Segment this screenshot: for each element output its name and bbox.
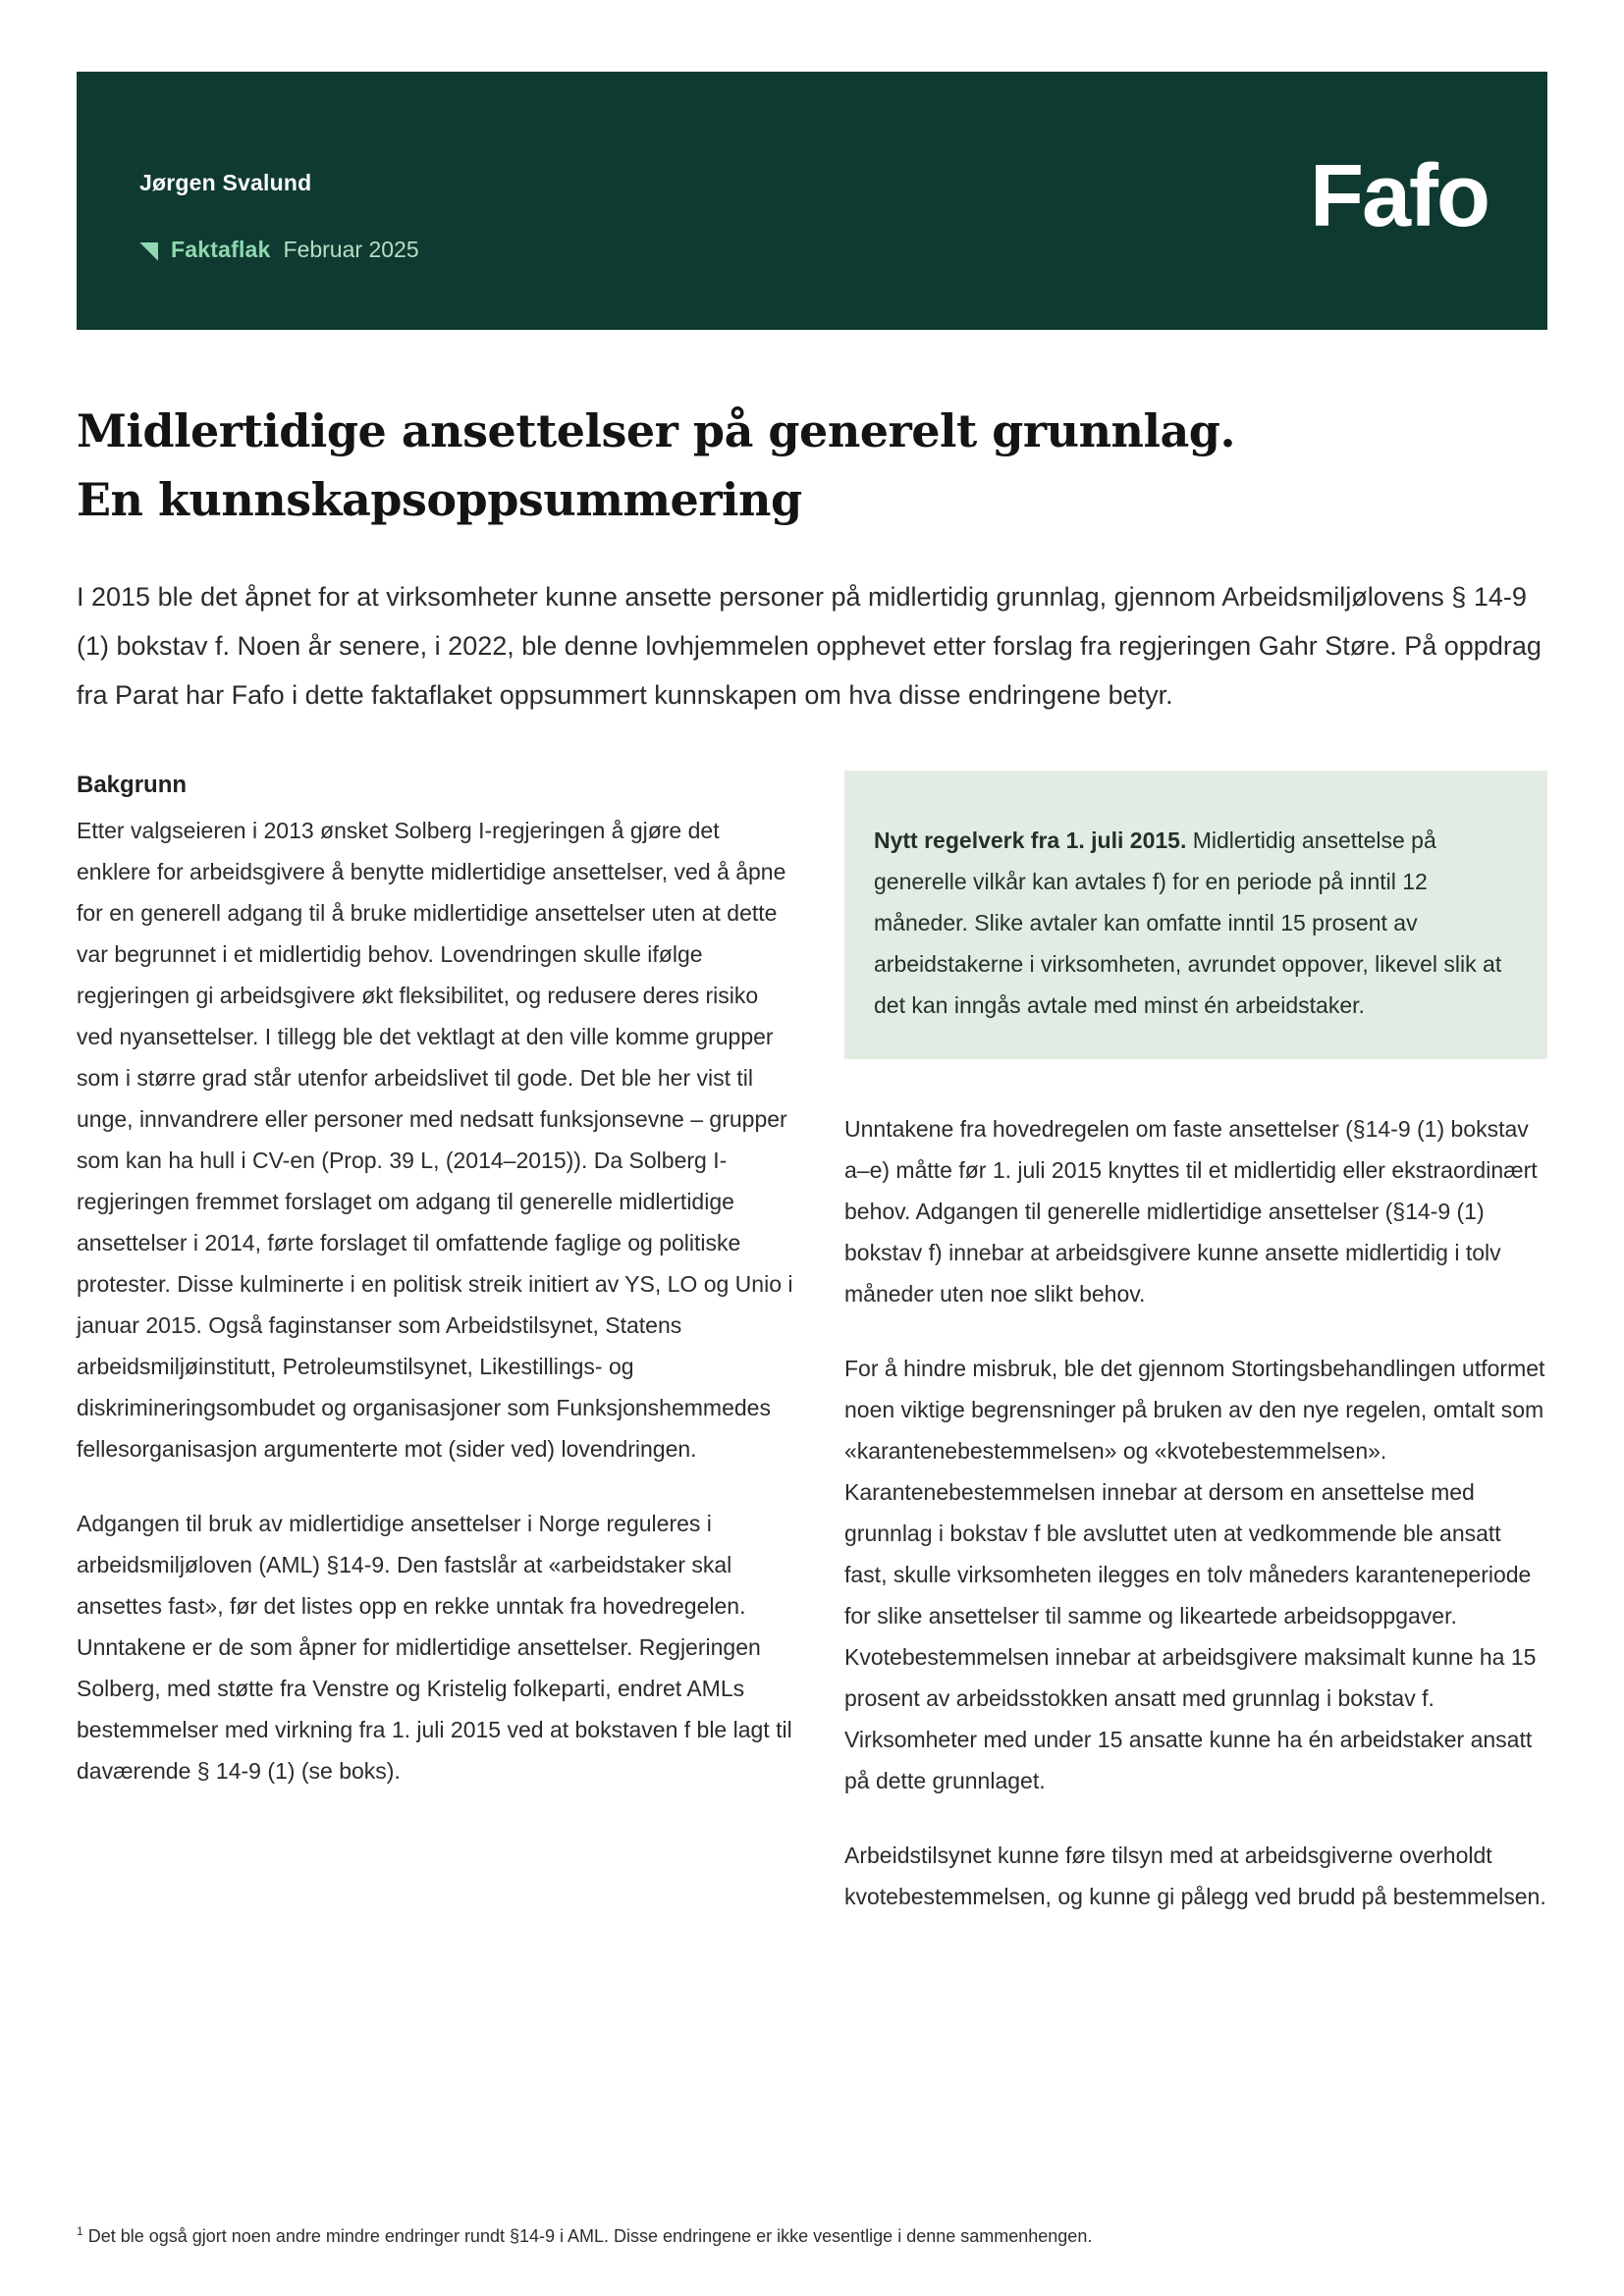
body-paragraph: For å hindre misbruk, ble det gjennom Stortingsbehandlingen utformet noen viktige begrensninger på bruken av den nye regelen, omtalt som «karantenebestemmelsen» og «kvotebestemmelsen». Karantenebestemmelsen innebar at dersom en ansettelse med grunnlag i bokstav f ble avsluttet uten at vedkommende ble ansatt fast, skulle virksomheten ilegges en tolv måneders karanteneperiode for slike ansettelser til samme og likeartede arbeidsoppgaver. Kvotebestemmelsen innebar at arbeidsgivere maksimalt kunne ha 15 prosent av arbeidsstokken ansatt med grunnlag i bokstav f. Virksomheter med under 15 ansatte kunne ha én arbeidstaker ansatt på dette grunnlaget. (844, 1355, 1545, 1793)
footnote-text: Det ble også gjort noen andre mindre endringer rundt §14-9 i AML. Disse endringene er ikke vesentlige i denne sammenhengen. (87, 2226, 1093, 2246)
two-column-layout (77, 771, 1547, 1950)
fact-box-paragraph (874, 820, 1514, 1026)
body-paragraph: Adgangen til bruk av midlertidige ansettelser i Norge reguleres i arbeidsmiljøloven (AML) §14-9. Den fastslår at «arbeidstaker skal ansettes fast», før det listes opp en rekke unntak fra hovedregelen. Unntakene er de som åpner for midlertidige ansettelser. Regjeringen Solberg, med støtte fra Venstre og Kristelig folkeparti, endret AMLs bestemmelser med virkning fra 1. juli 2015 ved at bokstaven f ble lagt til daværende § 14-9 (1) (se boks). (77, 1510, 792, 1784)
right-column (844, 771, 1547, 1950)
section-heading-bakgrunn: Bakgrunn (77, 771, 188, 798)
fafo-logo: Fafo (1310, 147, 1489, 245)
fact-box (844, 771, 1547, 1059)
page-title (77, 398, 1547, 535)
author-name: Jørgen Svalund (139, 170, 312, 195)
intro-paragraph: I 2015 ble det åpnet for at virksomheter kunne ansette personer på midlertidig grunnlag, gjennom Arbeidsmiljølovens § 14-9 (1) bokstav f. Noen år senere, i 2022, ble denne lovhjemmelen opphevet etter forslag fra regjeringen Gahr Støre. På oppdrag fra Parat har Fafo i dette faktaflaket oppsummert kunnskapen om hva disse endringene betyr. (77, 581, 1542, 710)
left-column (77, 771, 798, 1825)
body-paragraph: Etter valgseieren i 2013 ønsket Solberg I-regjeringen å gjøre det enklere for arbeidsgivere å benytte midlertidige ansettelser, ved å åpne for en generell adgang til å bruke midlertidige ansettelser uten at dette var begrunnet i et midlertidig behov. Lovendringen skulle ifølge regjeringen gi arbeidsgivere økt fleksibilitet, og redusere deres risiko ved nyansettelser. I tillegg ble det vektlagt at den ville komme grupper som i større grad står utenfor arbeidslivet til gode. Det ble her vist til unge, innvandrere eller personer med nedsatt funksjonsevne – grupper som kan ha hull i CV-en (Prop. 39 L, (2014–2015)). Da Solberg I-regjeringen fremmet forslaget om adgang til generelle midlertidige ansettelser i 2014, førte forslaget til omfattende faglige og politiske protester. Disse kulminerte i en politisk streik initiert av YS, LO og Unio i januar 2015. Også faginstanser som Arbeidstilsynet, Statens arbeidsmiljøinstitutt, Petroleumstilsynet, Likestillings- og diskrimineringsombudet og organisasjoner som Funksjonshemmedes fellesorganisasjon argumenterte mot (sider ved) lovendringen. (77, 817, 793, 1462)
header-banner (77, 72, 1547, 330)
main-content (77, 398, 1547, 1950)
series-row (139, 237, 419, 264)
title-line-2: En kunnskapsoppsummering (77, 472, 802, 526)
series-label: Faktaflak (171, 237, 271, 262)
footnote (77, 2224, 1490, 2248)
fact-box-text: Midlertidig ansettelse på generelle vilkår kan avtales f) for en periode på inntil 12 måneder. Slike avtaler kan omfatte inntil 15 prosent av arbeidstakerne i virksomheten, avrundet oppover, likevel slik at det kan inngås avtale med minst én arbeidstaker. (874, 827, 1502, 1018)
body-paragraph: Arbeidstilsynet kunne føre tilsyn med at arbeidsgiverne overholdt kvotebestemmelsen, og kunne gi pålegg ved brudd på bestemmelsen. (844, 1842, 1546, 1909)
title-line-1: Midlertidige ansettelser på generelt grunnlag. (77, 404, 1235, 457)
fact-box-lead: Nytt regelverk fra 1. juli 2015. (874, 827, 1187, 853)
triangle-icon (139, 242, 158, 261)
issue-date: Februar 2025 (283, 237, 419, 262)
body-paragraph: Unntakene fra hovedregelen om faste ansettelser (§14-9 (1) bokstav a–e) måtte før 1. juli 2015 knyttes til et midlertidig eller ekstraordinært behov. Adgangen til generelle midlertidige ansettelser (§14-9 (1) bokstav f) innebar at arbeidsgivere kunne ansette midlertidig i tolv måneder uten noe slikt behov. (844, 1115, 1538, 1307)
footnote-marker: 1 (77, 2224, 83, 2238)
